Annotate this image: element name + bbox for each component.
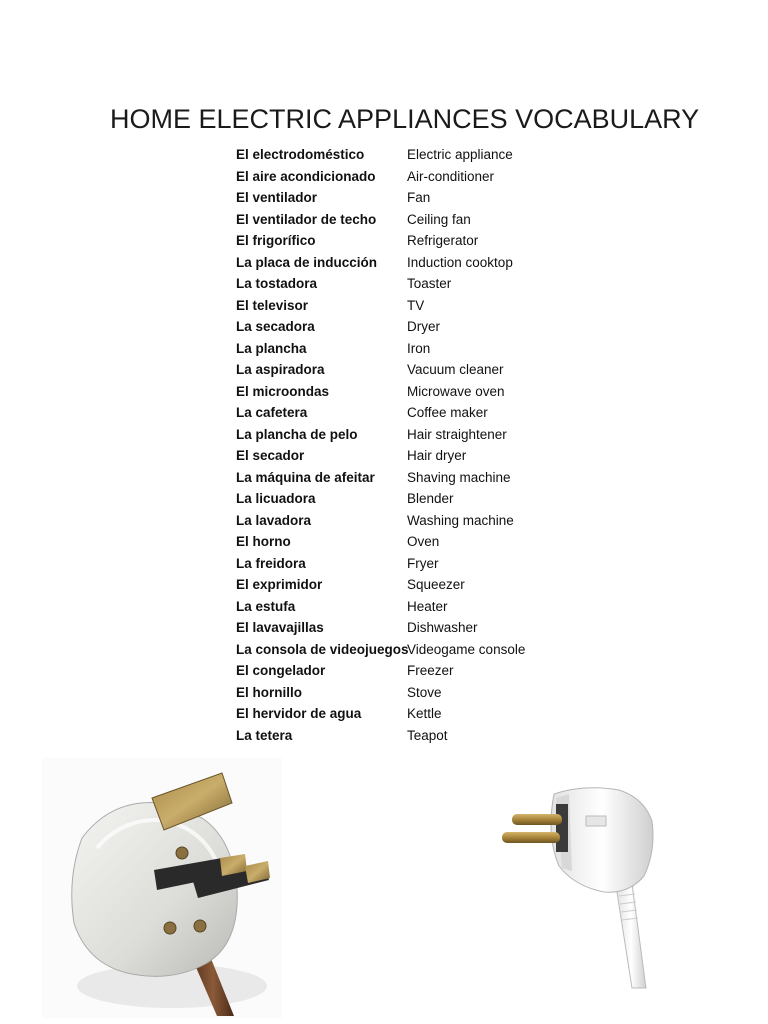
spanish-term: El exprimidor: [236, 577, 323, 593]
vocab-row: [236, 682, 576, 704]
spanish-term: El ventilador de techo: [236, 211, 377, 227]
english-term: Squeezer: [407, 577, 465, 593]
english-term: Microwave oven: [407, 383, 505, 399]
spanish-term: La freidora: [236, 555, 306, 571]
spanish-term: La consola de videojuegos: [236, 641, 409, 657]
english-term: Toaster: [407, 276, 452, 292]
spanish-term: La cafetera: [236, 405, 308, 421]
vocab-row: [236, 359, 576, 381]
spanish-term: La licuadora: [236, 491, 316, 507]
vocab-row: [236, 639, 576, 661]
vocabulary-list: [236, 144, 576, 746]
spanish-term: El congelador: [236, 663, 326, 679]
vocab-row: [236, 316, 576, 338]
spanish-term: El hornillo: [236, 684, 302, 700]
spanish-term: La estufa: [236, 598, 296, 614]
english-term: Shaving machine: [407, 469, 511, 485]
spanish-term: El hervidor de agua: [236, 706, 362, 722]
spanish-term: La lavadora: [236, 512, 312, 528]
vocab-row: [236, 725, 576, 747]
spanish-term: La máquina de afeitar: [236, 469, 375, 485]
vocab-row: [236, 703, 576, 725]
vocab-row: [236, 553, 576, 575]
english-term: Heater: [407, 598, 448, 614]
spanish-term: El ventilador: [236, 190, 318, 206]
vocab-row: [236, 295, 576, 317]
spanish-term: El frigorífico: [236, 233, 316, 249]
english-term: Coffee maker: [407, 405, 488, 421]
vocab-row: [236, 445, 576, 467]
english-term: Dryer: [407, 319, 440, 335]
uk-plug-icon: [42, 758, 282, 1018]
english-term: Iron: [407, 340, 431, 356]
spanish-term: La placa de inducción: [236, 254, 378, 270]
english-term: Stove: [407, 684, 442, 700]
english-term: Hair straightener: [407, 426, 507, 442]
spanish-term: El secador: [236, 448, 305, 464]
english-term: Fan: [407, 190, 431, 206]
vocab-row: [236, 574, 576, 596]
vocab-row: [236, 488, 576, 510]
spanish-term: El horno: [236, 534, 291, 550]
english-term: Induction cooktop: [407, 254, 513, 270]
spanish-term: El electrodoméstico: [236, 147, 365, 163]
vocab-row: [236, 166, 576, 188]
english-term: Freezer: [407, 663, 454, 679]
vocab-row: [236, 510, 576, 532]
english-term: Electric appliance: [407, 147, 513, 163]
vocab-row: [236, 144, 576, 166]
vocab-row: [236, 402, 576, 424]
english-term: Fryer: [407, 555, 439, 571]
spanish-term: La tostadora: [236, 276, 318, 292]
english-term: TV: [407, 297, 425, 313]
english-term: Ceiling fan: [407, 211, 471, 227]
english-term: Hair dryer: [407, 448, 467, 464]
vocab-row: [236, 596, 576, 618]
english-term: Blender: [407, 491, 454, 507]
english-term: Vacuum cleaner: [407, 362, 504, 378]
vocab-row: [236, 467, 576, 489]
vocab-row: [236, 338, 576, 360]
vocab-row: [236, 424, 576, 446]
english-term: Videogame console: [407, 641, 526, 657]
vocab-row: [236, 617, 576, 639]
spanish-term: El microondas: [236, 383, 330, 399]
spanish-term: La secadora: [236, 319, 315, 335]
spanish-term: El televisor: [236, 297, 309, 313]
english-term: Teapot: [407, 727, 448, 743]
spanish-term: La plancha de pelo: [236, 426, 358, 442]
english-term: Kettle: [407, 706, 442, 722]
spanish-term: La plancha: [236, 340, 307, 356]
vocab-row: [236, 381, 576, 403]
eu-plug-icon: [494, 776, 664, 991]
vocab-row: [236, 209, 576, 231]
vocab-row: [236, 531, 576, 553]
spanish-term: El aire acondicionado: [236, 168, 376, 184]
english-term: Dishwasher: [407, 620, 478, 636]
spanish-term: El lavavajillas: [236, 620, 324, 636]
spanish-term: La aspiradora: [236, 362, 325, 378]
english-term: Refrigerator: [407, 233, 479, 249]
vocab-row: [236, 252, 576, 274]
vocab-row: [236, 187, 576, 209]
english-term: Air-conditioner: [407, 168, 495, 184]
vocab-row: [236, 273, 576, 295]
page-title: HOME ELECTRIC APPLIANCES VOCABULARY: [110, 104, 700, 135]
vocab-row: [236, 230, 576, 252]
english-term: Oven: [407, 534, 440, 550]
spanish-term: La tetera: [236, 727, 293, 743]
english-term: Washing machine: [407, 512, 514, 528]
vocab-row: [236, 660, 576, 682]
